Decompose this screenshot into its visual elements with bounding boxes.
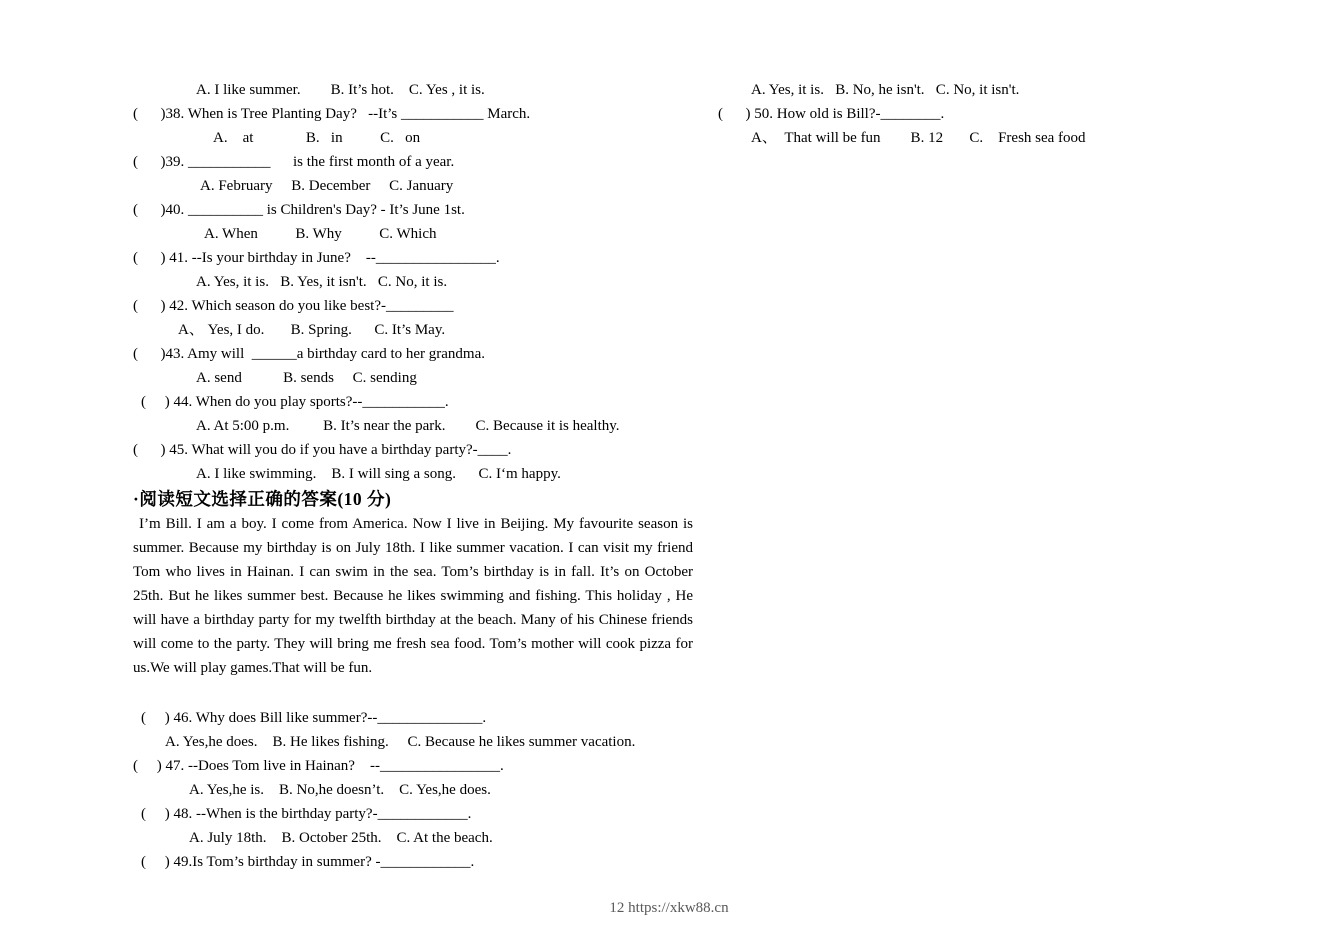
text-line: A. Yes,he is. B. No,he doesn’t. C. Yes,he does. [189,782,491,798]
text-line: A. Yes, it is. B. Yes, it isn't. C. No, it is. [196,274,448,290]
text-line: ( ) 48. --When is the birthday party?-____________. [141,806,472,822]
text-line: ( ) 50. How old is Bill?-________. [718,106,945,122]
reading-section-heading: ·阅读短文选择正确的答案(10 分) [133,489,392,509]
text-line: ( )39. ___________ is the first month of a year. [133,154,455,170]
text-line: ( ) 41. --Is your birthday in June? --________________. [133,250,500,266]
text-line: A. February B. December C. January [200,178,454,194]
text-line: A、 Yes, I do. B. Spring. C. It’s May. [178,322,446,338]
text-line: A. Yes, it is. B. No, he isn't. C. No, it isn't. [751,82,1020,98]
text-line: ( ) 49.Is Tom’s birthday in summer? -____________. [141,854,475,870]
text-line: A. Yes,he does. B. He likes fishing. C. Because he likes summer vacation. [165,734,636,750]
right-column [718,78,1158,150]
text-line: ( ) 46. Why does Bill like summer?--______________. [141,710,487,726]
text-line: ( )43. Amy will ______a birthday card to her grandma. [133,346,486,362]
reading-passage: I’m Bill. I am a boy. I come from America. Now I live in Beijing. My favourite season is summer. Because my birthday is on July 18th. I like summer vacation. I can visit my friend Tom who lives in Hainan. I can swim in the sea. Tom’s birthday is in fall. It’s on October 25th. But he likes summer best. Because he likes swimming and fishing. This holiday , He will have a birthday party for my twelfth birthday at the beach. Many of his Chinese friends will come to the party. They will bring me fresh sea food. Tom’s mother will cook pizza for us.We will play games.That will be fun. [133,516,697,676]
text-line: A. At 5:00 p.m. B. It’s near the park. C. Because it is healthy. [196,418,620,434]
text-line: A. at B. in C. on [213,130,421,146]
text-line: A. I like summer. B. It’s hot. C. Yes , it is. [196,82,485,98]
text-line: ( )40. __________ is Children's Day? - It’s June 1st. [133,202,465,218]
text-line [133,680,693,706]
text-line: A. I like swimming. B. I will sing a song. C. I‘m happy. [196,466,561,482]
text-line: ( ) 42. Which season do you like best?-_________ [133,298,454,314]
page-footer: 12 https://xkw88.cn [609,900,729,916]
text-line: A. July 18th. B. October 25th. C. At the beach. [189,830,493,846]
text-line: A. send B. sends C. sending [196,370,417,386]
text-line: ( ) 44. When do you play sports?--___________. [141,394,449,410]
text-line: A. When B. Why C. Which [204,226,437,242]
text-line: A、 That will be fun B. 12 C. Fresh sea food [751,130,1086,146]
text-line: ( ) 45. What will you do if you have a birthday party?-____. [133,442,512,458]
left-column [133,78,697,874]
text-line: ( ) 47. --Does Tom live in Hainan? --________________. [133,758,504,774]
text-line: ( )38. When is Tree Planting Day? --It’s ___________ March. [133,106,531,122]
